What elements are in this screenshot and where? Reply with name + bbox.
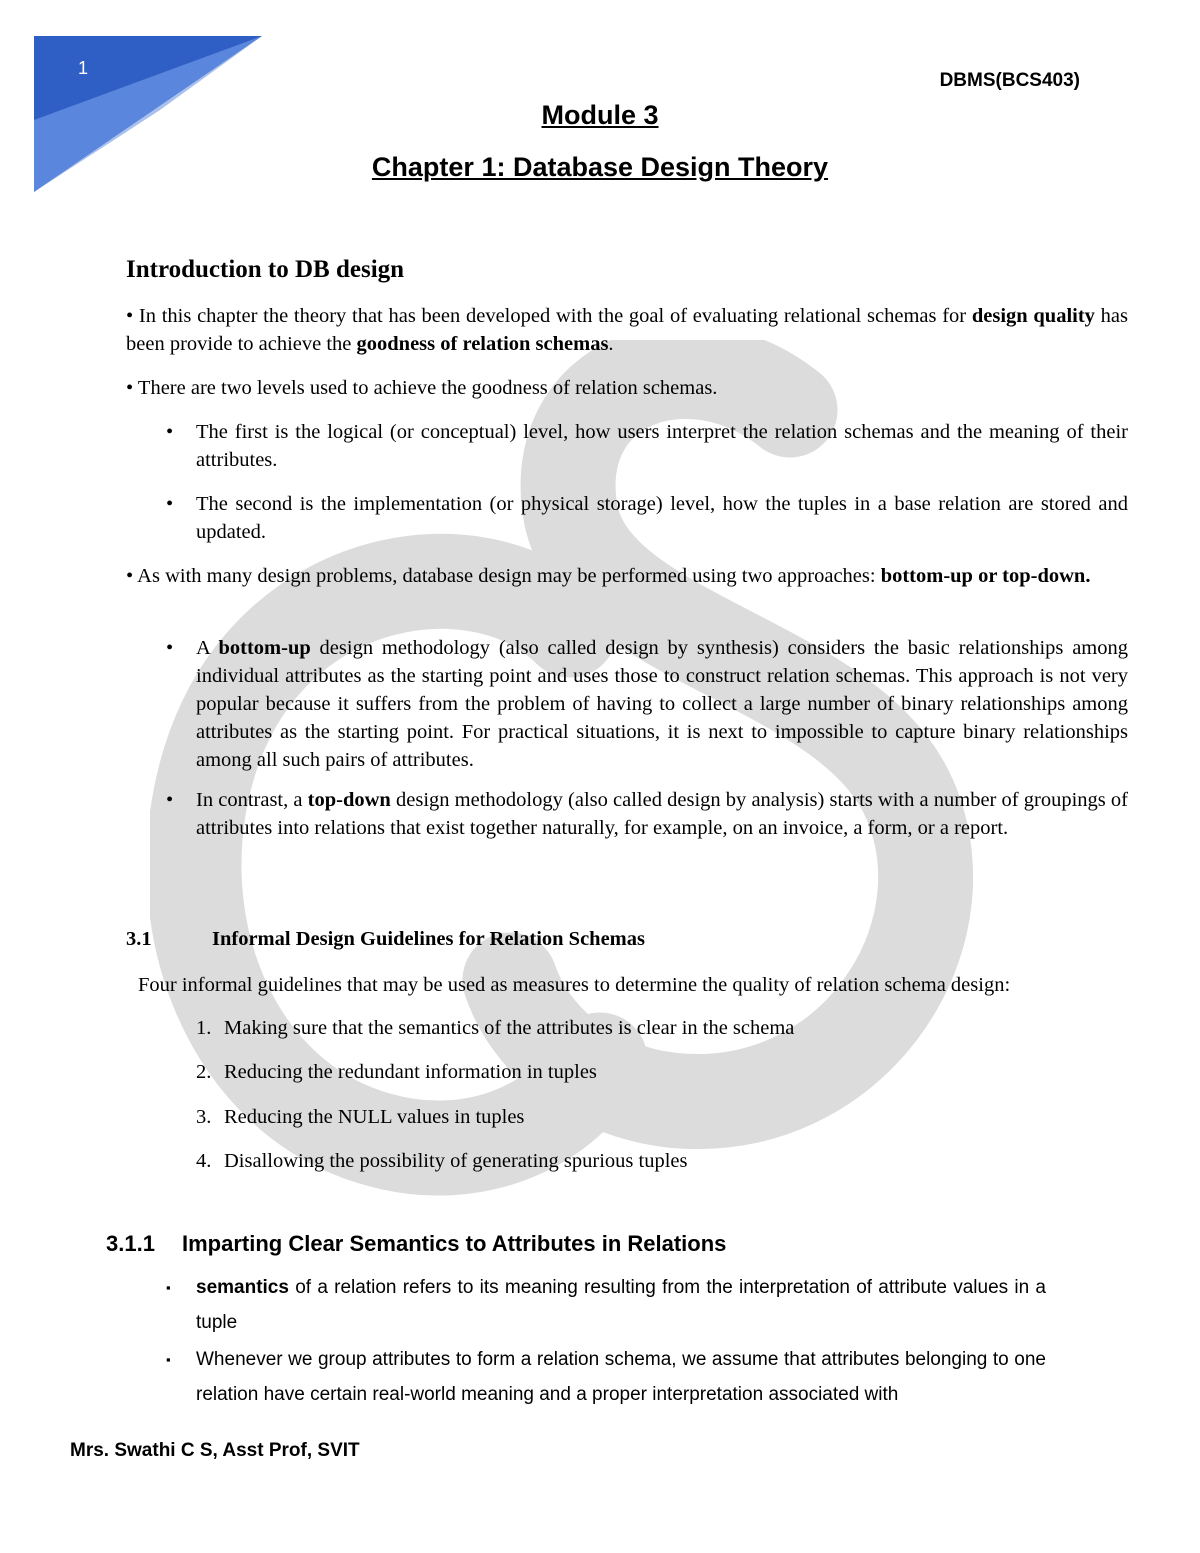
square-bullet: ▪ [166,1280,171,1295]
intro-paragraph-1 [126,302,1128,358]
top-down-bold: top-down [307,789,391,811]
top-down-pre: In contrast, a [196,789,308,811]
bullet-dot: • [166,421,174,443]
bold-semantics: semantics [196,1277,289,1298]
list-number: 1. [196,1017,212,1039]
p1-bold-design-quality: design quality [971,305,1095,327]
section-title: Imparting Clear Semantics to Attributes in Relations [182,1231,727,1256]
approach-text [196,786,1128,842]
guideline-item [196,1150,687,1173]
intro-paragraph-3 [126,562,1128,590]
bottom-up-pre: A [196,637,219,659]
list-number: 3. [196,1106,212,1128]
approach-item-top-down [166,786,1128,842]
footer-author: Mrs. Swathi C S, Asst Prof, SVIT [70,1440,360,1461]
guideline-item [196,1106,524,1129]
semantics-text: of a relation refers to its meaning resulting from the interpretation of attribute values in a tuple [196,1277,1046,1333]
level-item-text: The second is the implementation (or physical storage) level, how the tuples in a base relation are stored and updated. [196,493,1128,543]
p3-bold-approaches: bottom-up or top-down. [880,565,1091,587]
guideline-item [196,1061,597,1084]
list-text: Reducing the redundant information in tuples [224,1061,597,1083]
p1-text-c: . [608,333,614,355]
level-item-physical [166,490,1128,546]
section-number: 3.1 [126,928,152,950]
square-bullet: ▪ [166,1352,171,1367]
p1-bold-goodness: goodness of relation schemas [356,333,609,355]
bullet-dot: • [166,493,174,515]
list-text: Disallowing the possibility of generating spurious tuples [224,1150,688,1172]
list-number: 4. [196,1150,212,1172]
section-3-1-lead: Four informal guidelines that may be used as measures to determine the quality of relation schema design: [138,974,1011,996]
guideline-item [196,1017,794,1040]
module-title: Module 3 [541,100,659,130]
p3-text: • As with many design problems, database design may be performed using two approaches: [126,565,881,587]
bullet-text: Whenever we group attributes to form a relation schema, we assume that attributes belonging to one relation have certain real-world meaning and a proper interpretation associated with [196,1349,1046,1405]
course-code: DBMS(BCS403) [939,70,1080,91]
section-3-1-1-heading [106,1231,726,1257]
approach-text [196,634,1128,774]
list-text: Making sure that the semantics of the attributes is clear in the schema [224,1017,795,1039]
intro-paragraph-2: • There are two levels used to achieve the goodness of relation schemas. [126,377,718,399]
approach-item-bottom-up [166,634,1128,774]
section-number: 3.1.1 [106,1231,155,1256]
bullet-dot: • [166,789,174,811]
list-text: Reducing the NULL values in tuples [224,1106,525,1128]
level-item-logical [166,418,1128,474]
bottom-up-bold: bottom-up [218,637,311,659]
chapter-title: Chapter 1: Database Design Theory [371,152,829,182]
p1-text-b: has been provide to achieve the [126,305,1128,355]
list-number: 2. [196,1061,212,1083]
p1-text-a: • In this chapter the theory that has been developed with the goal of evaluating relational schemas for [126,305,972,327]
intro-heading: Introduction to DB design [126,256,405,283]
top-down-post: design methodology (also called design by analysis) starts with a number of groupings of attributes into relations that exist together naturally, for example, on an invoice, a form, or a report. [196,789,1128,839]
bullet-text [196,1270,1046,1340]
section-title: Informal Design Guidelines for Relation Schemas [212,928,645,950]
page-number: 1 [78,58,89,78]
bullet-dot: • [166,637,174,659]
grouping-bullet-item [166,1342,1046,1412]
bottom-up-post: design methodology (also called design by synthesis) considers the basic relationships among individual attributes as the starting point and uses those to construct relation schemas. This approach is not very popular because it suffers from the problem of having to collect a large number of binary relationships among attributes as the starting point. For practical situations, it is next to impossible to capture binary relationships among all such pairs of attributes. [196,637,1128,771]
level-item-text: The first is the logical (or conceptual) level, how users interpret the relation schemas and the meaning of their attributes. [196,421,1128,471]
semantics-bullet-item [166,1270,1046,1340]
section-3-1-heading [126,928,645,951]
